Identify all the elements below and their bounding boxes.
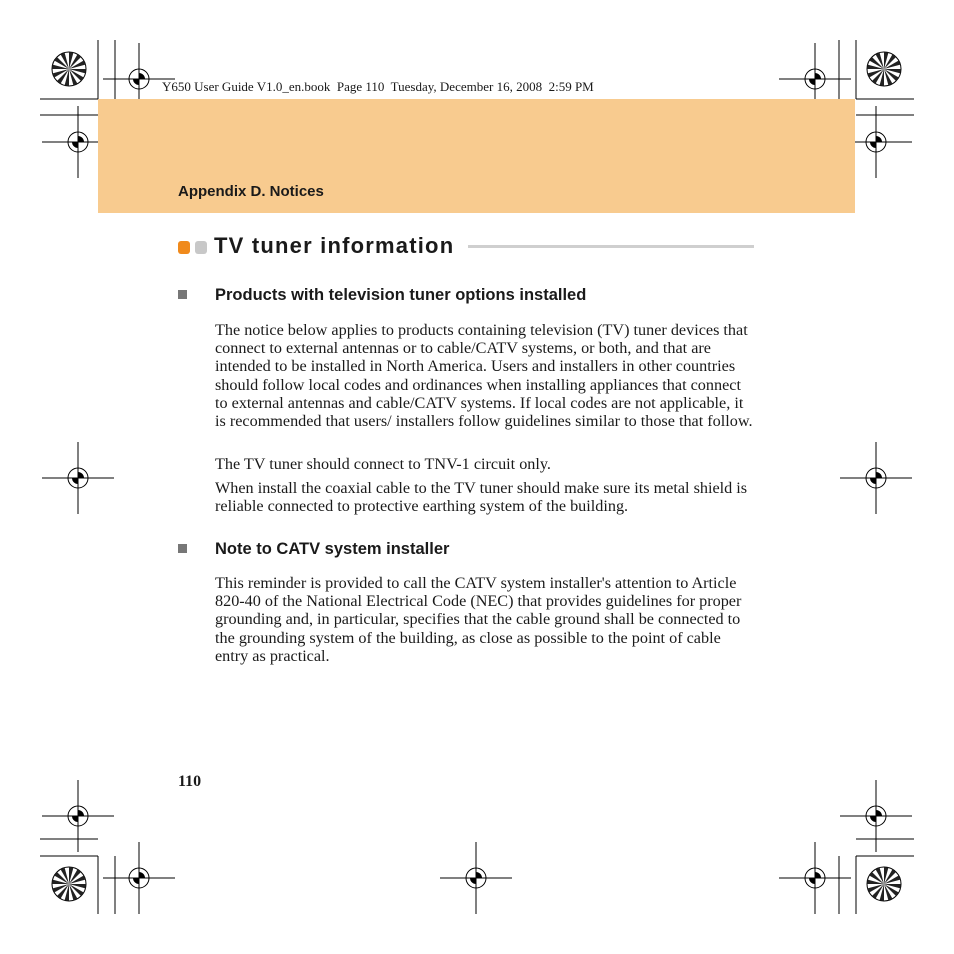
paragraph: This reminder is provided to call the CATV system installer's attention to Article 820-40 of the National Electrical Code (NEC) that provides guidelines for proper grounding and, in particular, specifies that the cable ground shall be connected to the grounding system of the building, as close as possible to the point of cable entry as practical. — [215, 574, 742, 665]
color-target-icon — [867, 867, 901, 901]
registration-mark-icon — [840, 780, 912, 852]
square-bullet-icon — [178, 290, 187, 299]
square-bullet-icon — [178, 544, 187, 553]
registration-mark-icon — [42, 780, 114, 852]
page-number: 110 — [178, 773, 202, 790]
paragraph: The notice below applies to products containing television (TV) tuner devices that connect to external antennas or to cable/CATV systems, or both, and that are intended to be installed in North America. Users and installers in other countries should follow local codes and ordinances when installing appliances that connect to external antennas and cable/CATV systems. If local codes are not applicable, it is recommended that users/ installers follow guidelines similar to those that follow. — [215, 321, 753, 431]
title-rule — [468, 245, 754, 248]
registration-mark-icon — [440, 842, 512, 914]
section-heading-text: Note to CATV system installer — [215, 540, 450, 558]
section-heading-tuner — [178, 286, 586, 305]
orange-dot-icon — [178, 241, 190, 254]
section-heading-catv — [178, 540, 449, 559]
paragraph: The TV tuner should connect to TNV-1 circuit only. — [215, 455, 551, 473]
running-header: Appendix D. Notices — [178, 183, 324, 200]
color-target-icon — [867, 52, 901, 86]
color-target-icon — [52, 867, 86, 901]
registration-mark-icon — [42, 442, 114, 514]
page-title: TV tuner information — [214, 233, 455, 258]
color-target-icon — [52, 52, 86, 86]
registration-mark-icon — [840, 442, 912, 514]
registration-mark-icon — [103, 842, 175, 914]
section-heading-text: Products with television tuner options installed — [215, 286, 587, 304]
title-row — [178, 233, 754, 261]
gray-dot-icon — [195, 241, 207, 254]
paragraph: When install the coaxial cable to the TV tuner should make sure its metal shield is reliable connected to protective earthing system of the building. — [215, 479, 748, 516]
registration-mark-icon — [779, 842, 851, 914]
book-meta-line: Y650 User Guide V1.0_en.book Page 110 Tuesday, December 16, 2008 2:59 PM — [162, 79, 594, 94]
